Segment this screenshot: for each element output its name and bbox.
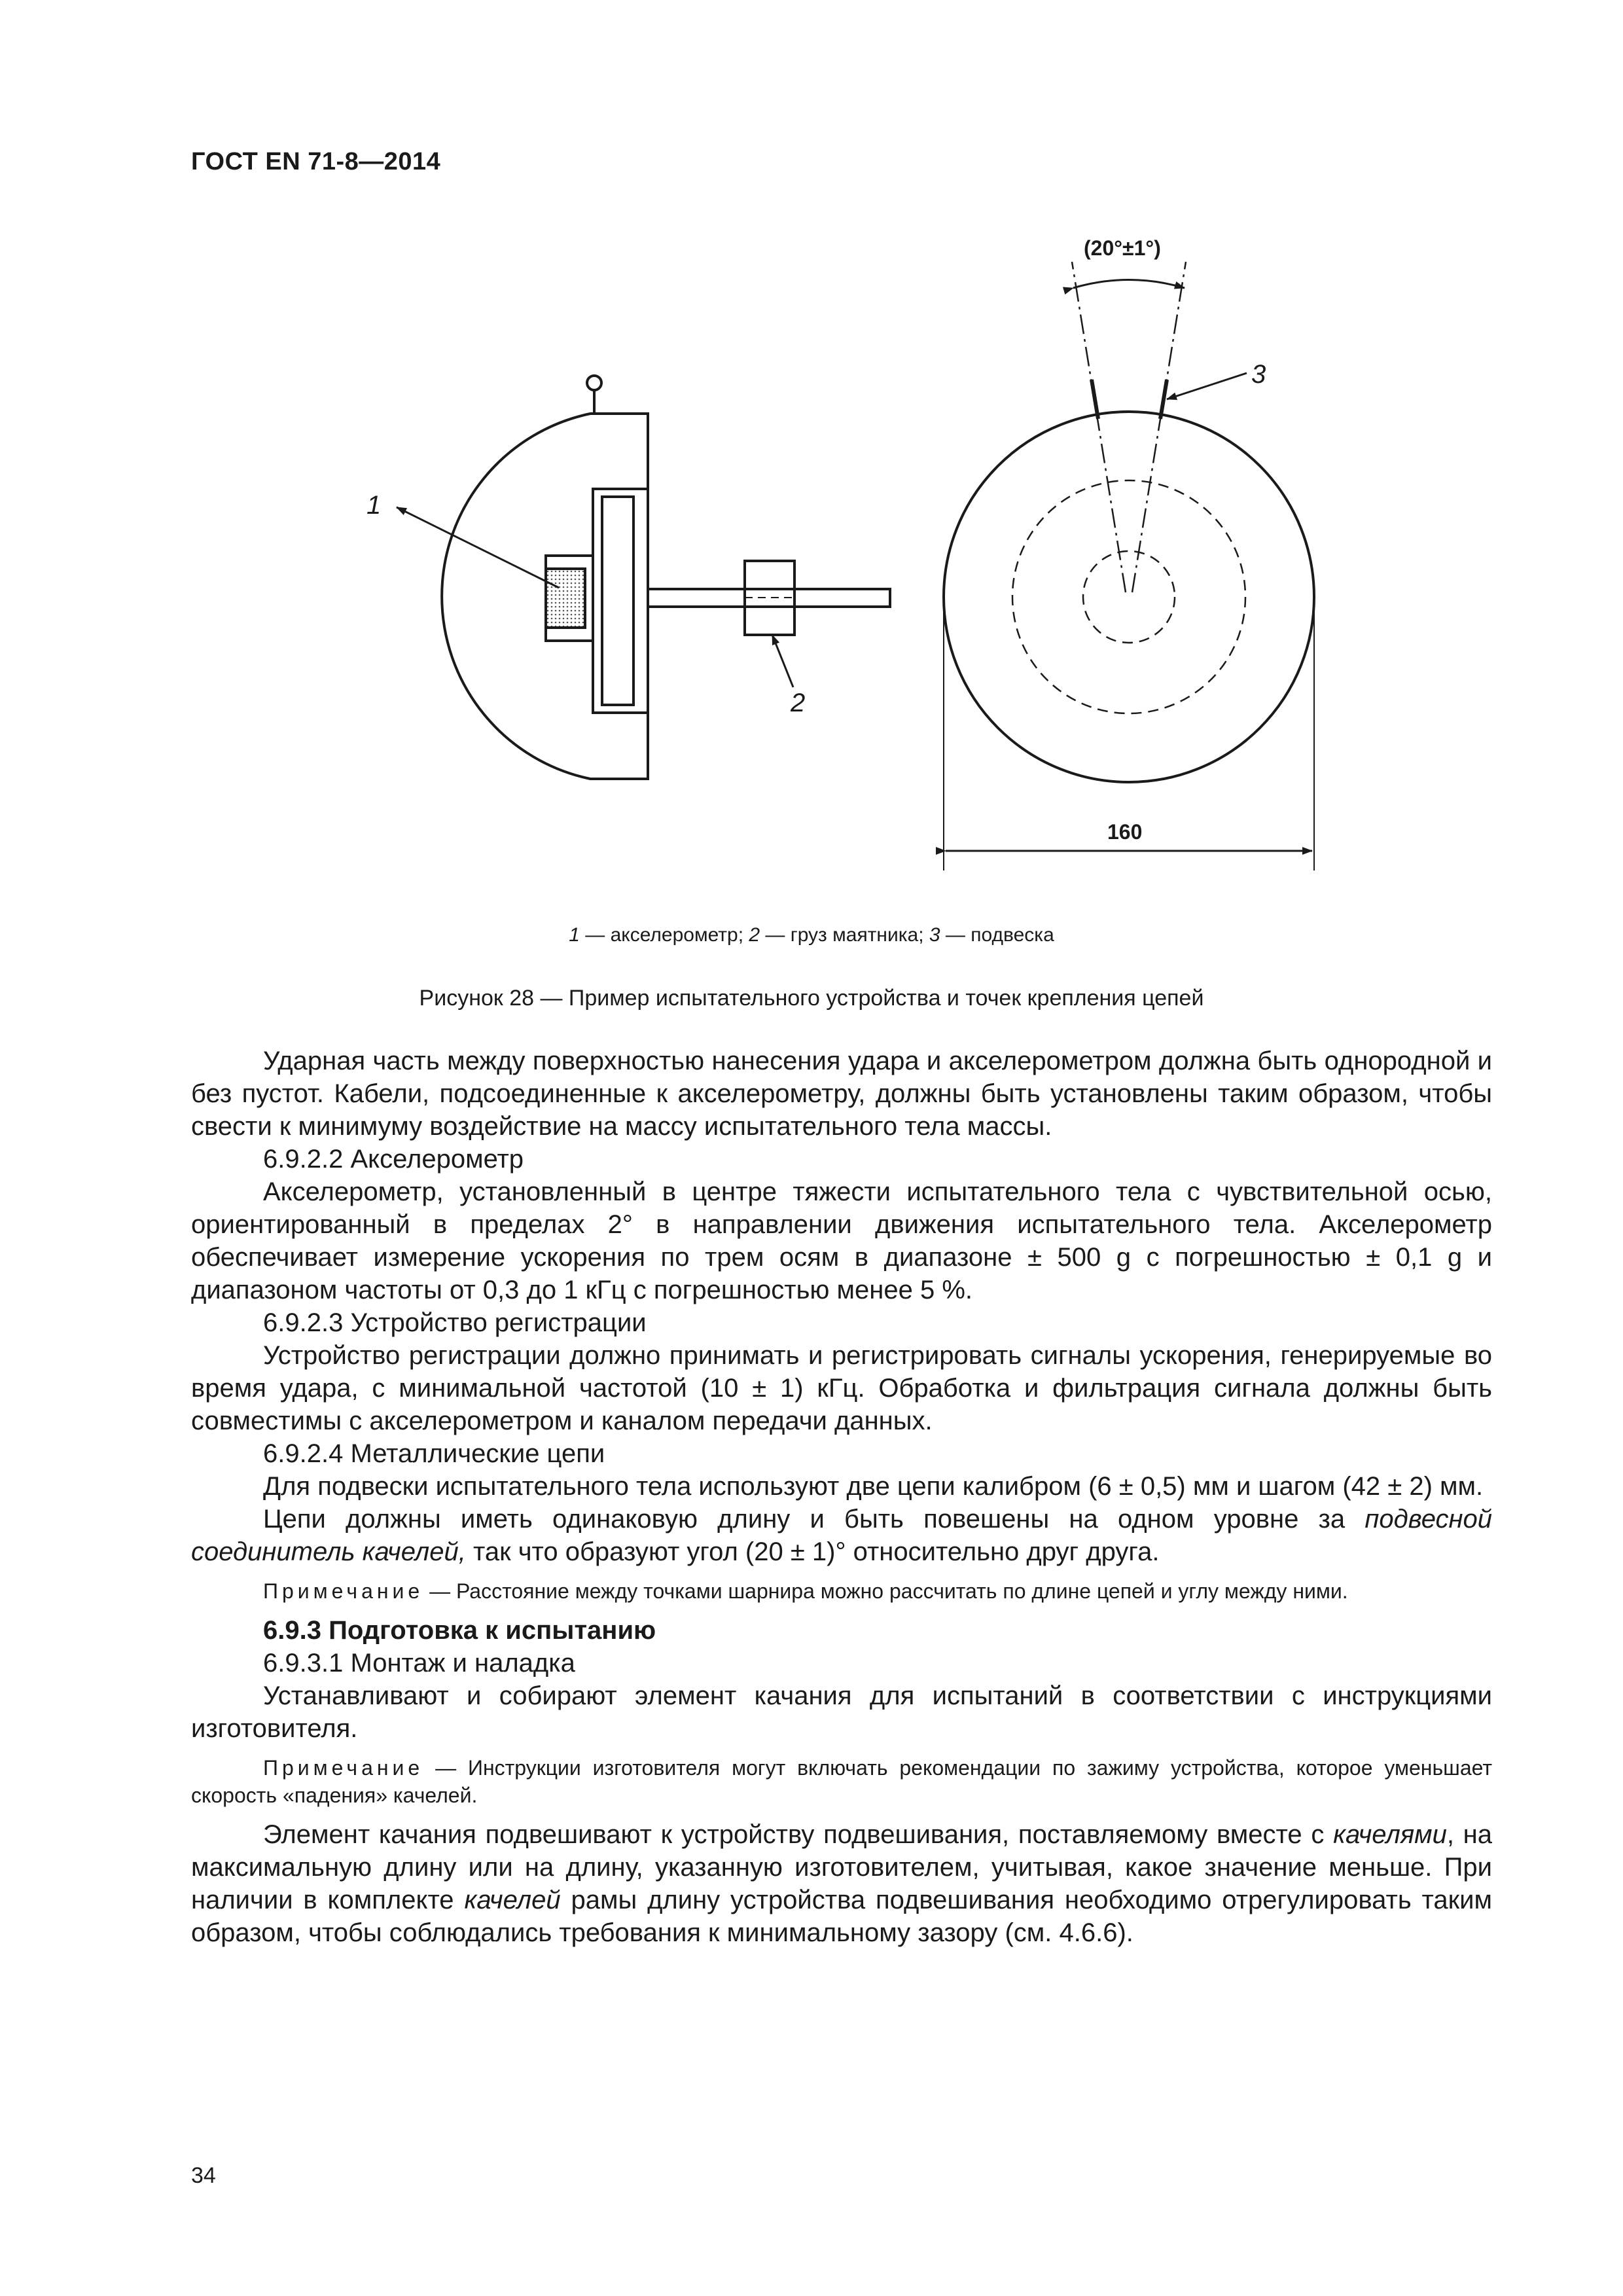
legend-text-1: — акселерометр; (579, 924, 749, 946)
suspension-italic-2: качелей (464, 1886, 561, 1914)
heading-6-9-2-2: 6.9.2.2 Акселерометр (263, 1145, 524, 1174)
document-header: ГОСТ EN 71-8—2014 (191, 148, 441, 175)
side-view (442, 376, 890, 779)
body-text (191, 1045, 1492, 1949)
chain-length-italic: подвесной соединитель качелей, (191, 1505, 1492, 1566)
suspension-text-c: рамы длину устройства подвешивания необходимо отрегулировать таким образом, чтобы соблюдались требования к минимальному зазору (см. 4.6.6). (191, 1886, 1492, 1947)
paragraph-chain-length (191, 1503, 1492, 1568)
note-text: — Расстояние между точками шарнира можно рассчитать по длине цепей и углу между ними. (423, 1579, 1348, 1603)
suspension-text-a: Элемент качания подвешивают к устройству подвешивания, поставляемому вместе с (263, 1820, 1334, 1849)
paragraph-impact-part: Ударная часть между поверхностью нанесения удара и акселерометром должна быть однородной и без пустот. Кабели, подсоединенные к акселерометру, должны быть установлены таким образом, чтобы свести к минимуму воздействие на массу испытательного тела массы. (191, 1047, 1492, 1141)
callout-2: 2 (791, 689, 806, 717)
dimension-label: 160 (1107, 820, 1143, 844)
chain-length-text-b: так что образуют угол (20 ± 1)° относительно друг друга. (465, 1537, 1160, 1566)
paragraph-chains: Для подвески испытательного тела используют две цепи калибром (6 ± 0,5) мм и шагом (42 ± 2) мм. (263, 1472, 1484, 1501)
heading-6-9-2-4: 6.9.2.4 Металлические цепи (263, 1439, 605, 1468)
paragraph-suspension (191, 1818, 1492, 1949)
leader-1 (397, 507, 559, 588)
note-label: Примечание (263, 1579, 424, 1603)
legend-text-3: — подвеска (940, 924, 1054, 946)
chain-left (1072, 262, 1126, 592)
chain-length-text-a: Цепи должны иметь одинаковую длину и быть повешены на одном уровне за (263, 1505, 1365, 1534)
angle-label: (20°±1°) (1084, 236, 1161, 260)
note-text: — Инструкции изготовителя могут включать рекомендации по зажиму устройства, которое уменьшает скорость «падения» качелей. (191, 1756, 1492, 1807)
suspension-eye (587, 376, 601, 390)
front-outline (944, 412, 1314, 782)
paragraph-recording-device: Устройство регистрации должно принимать и регистрировать сигналы ускорения, генерируемые во время удара, с минимальной частотой (10 ± 1) кГц. Обработка и фильтрация сигнала должны быть совместимы с акселерометром и каналом передачи данных. (191, 1341, 1492, 1435)
heading-6-9-2-3: 6.9.2.3 Устройство регистрации (263, 1308, 647, 1337)
leader-3 (1167, 373, 1247, 399)
front-view (944, 262, 1314, 870)
accelerometer-sensor (546, 569, 585, 628)
note-hinge-distance (191, 1577, 1492, 1605)
paragraph-accelerometer: Акселерометр, установленный в центре тяжести испытательного тела с чувствительной осью, ориентированный в пределах 2° в направлении движения испытательного тела. Акселерометр обеспечивает измерение ускорения по трем осям в диапазоне ± 500 g с погрешностью ± 0,1 g и диапазоном частоты от 0,3 до 1 кГц с погрешностью менее 5 %. (191, 1177, 1492, 1304)
angle-arc (1073, 280, 1185, 289)
pendulum-rod (648, 589, 890, 607)
callout-3: 3 (1251, 360, 1266, 389)
chain-right (1132, 262, 1186, 592)
legend-num-2: 2 (749, 924, 760, 946)
legend-num-1: 1 (569, 924, 580, 946)
legend-text-2: — груз маятника; (760, 924, 929, 946)
heading-6-9-3-1: 6.9.3.1 Монтаж и наладка (263, 1649, 575, 1677)
suspension-text-b: , на максимальную длину или на длину, указанную изготовителем, учитывая, какое значение меньше. При наличии в комплекте (191, 1820, 1493, 1914)
callout-1: 1 (366, 491, 382, 520)
paragraph-assembly: Устанавливают и собирают элемент качания для испытаний в соответствии с инструкциями изготовителя. (191, 1681, 1492, 1743)
figure-28-drawing (0, 0, 1623, 916)
heading-6-9-3: 6.9.3 Подготовка к испытанию (263, 1616, 656, 1645)
suspension-italic-1: качелями (1333, 1820, 1447, 1849)
figure-caption: Рисунок 28 — Пример испытательного устройства и точек крепления цепей (419, 986, 1204, 1011)
leader-2 (772, 635, 793, 687)
note-manufacturer-instructions (191, 1754, 1492, 1809)
page-number: 34 (191, 2163, 216, 2188)
figure-legend (0, 924, 1623, 946)
note-label: Примечание (263, 1756, 424, 1780)
legend-num-3: 3 (929, 924, 940, 946)
